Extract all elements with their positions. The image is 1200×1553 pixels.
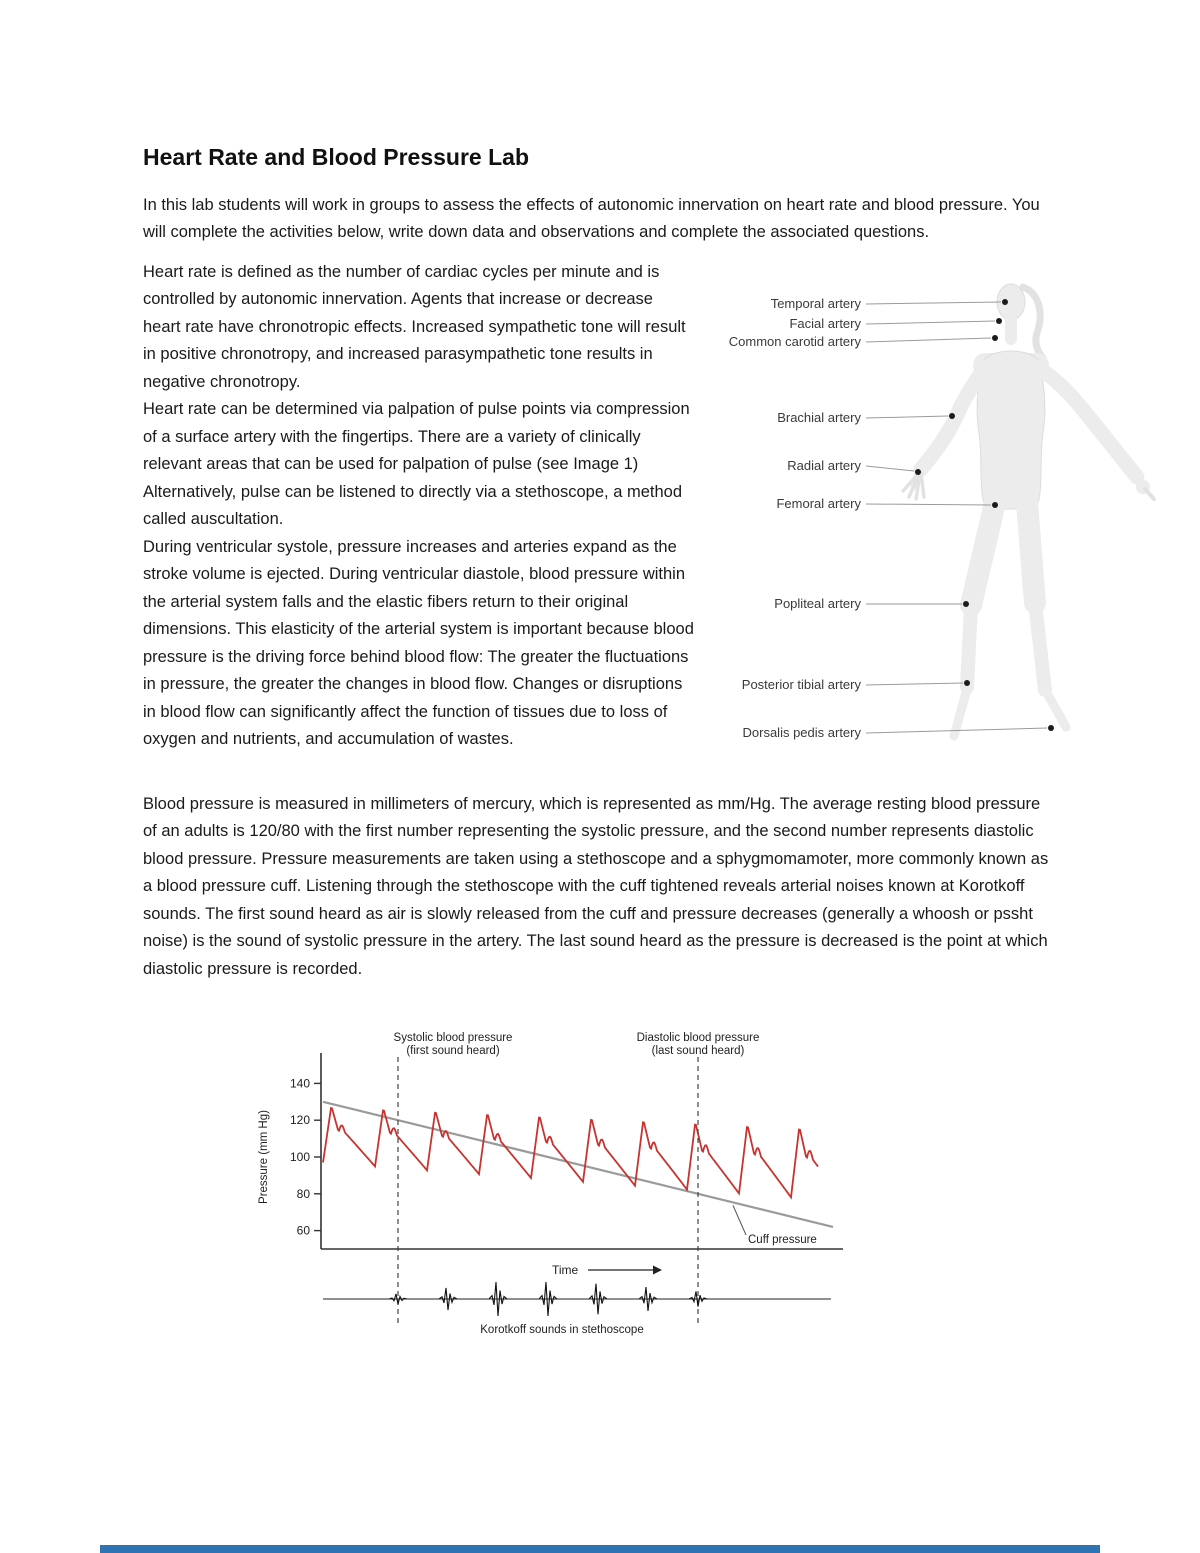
heart-rate-text-column	[143, 259, 695, 754]
label-posterior-tibial-artery: Posterior tibial artery	[741, 676, 861, 692]
y-tick-label: 140	[289, 1076, 310, 1091]
label-femoral-artery: Femoral artery	[776, 495, 861, 511]
leader-line-femoral	[866, 504, 991, 505]
artery-point-popliteal	[963, 601, 969, 607]
heart-rate-paragraph-1: Heart rate is defined as the number of cardiac cycles per minute and is controlled by autonomic innervation. Agents that increase or decrease heart rate have chronotropic effects. Increased sympathetic tone will result in positive chronotropy, and increased parasympathetic tone results in negative chronotropy.	[143, 262, 686, 391]
y-tick-label: 80	[296, 1187, 310, 1202]
korotkoff-label: Korotkoff sounds in stethoscope	[480, 1324, 644, 1337]
cuff-pressure-line	[323, 1102, 833, 1227]
diastolic-annotation-line1: Diastolic blood pressure	[636, 1032, 760, 1045]
right-shin	[1035, 603, 1045, 690]
artery-point-femoral	[992, 502, 998, 508]
label-brachial-artery: Brachial artery	[777, 409, 861, 425]
y-tick-label: 60	[296, 1223, 310, 1238]
y-axis-label: Pressure (mm Hg)	[258, 1110, 270, 1205]
leader-line-carotid	[866, 338, 991, 342]
right-thigh	[1027, 503, 1035, 603]
label-dorsalis-pedis-artery: Dorsalis pedis artery	[742, 724, 861, 740]
leader-line-posterior-tibial	[866, 683, 963, 685]
pulse-points-diagram	[701, 275, 1161, 760]
left-foot	[954, 689, 967, 736]
label-facial-artery: Facial artery	[789, 315, 861, 331]
artery-point-temporal	[1002, 299, 1008, 305]
label-radial-artery: Radial artery	[787, 457, 861, 473]
heart-rate-paragraph-2: Heart rate can be determined via palpation of pulse points via compression of a surface artery with the fingertips. There are a variety of clinically relevant areas that can be used for palpation of pulse (see Image 1) Alternatively, pulse can be listened to directly via a stethoscope, a method called auscultation.	[143, 400, 690, 529]
cuff-label-leader	[733, 1206, 746, 1236]
y-tick-label: 120	[289, 1113, 310, 1128]
cuff-pressure-label: Cuff pressure	[748, 1234, 817, 1247]
artery-point-carotid	[992, 335, 998, 341]
next-page-blue-bar	[100, 1545, 1100, 1553]
blood-pressure-chart-figure	[243, 1031, 1200, 1351]
label-common-carotid-artery: Common carotid artery	[728, 333, 861, 349]
arterial-pulse-line	[323, 1108, 818, 1197]
left-hand-fingers	[903, 473, 924, 499]
left-thigh	[971, 503, 995, 605]
blood-pressure-paragraph: Blood pressure is measured in millimeters of mercury, which is represented as mm/Hg. The average resting blood pressure of an adults is 120/80 with the first number representing the systolic pressure, and the second number represents diastolic blood pressure. Pressure measurements are taken using a stethoscope and a sphygmomamoter, more commonly known as a blood pressure cuff. Listening through the stethoscope with the cuff tightened reveals arterial noises known at Korotkoff sounds. The first sound heard as air is slowly released from the cuff and pressure decreases (generally a whoosh or pssht noise) is the sound of systolic pressure in the artery. The last sound heard as the pressure is decreased is the point at which diastolic pressure is recorded.	[143, 794, 1049, 978]
heart-rate-paragraph-3: During ventricular systole, pressure increases and arteries expand as the stroke volume is ejected. During ventricular diastole, blood pressure within the arterial system falls and the elastic fibers return to their original dimensions. This elasticity of the arterial system is important because blood pressure is the driving force behind blood flow: The greater the fluctuations in pressure, the greater the changes in blood flow. Changes or disruptions in blood flow can significantly affect the function of tissues due to loss of oxygen and nutrients, and accumulation of wastes.	[143, 537, 694, 749]
y-tick-label: 100	[289, 1150, 310, 1165]
pulse-points-figure	[701, 275, 1171, 765]
artery-point-dorsalis-pedis	[1048, 725, 1054, 731]
leader-line-temporal	[866, 302, 1001, 304]
human-body-outline	[903, 284, 1154, 736]
x-axis-label: Time	[552, 1263, 579, 1278]
artery-point-posterior-tibial	[964, 680, 970, 686]
leader-line-radial	[866, 466, 914, 471]
intro-paragraph: In this lab students will work in groups to assess the effects of autonomic innervation on heart rate and blood pressure. You will complete the activities below, write down data and observations and complete the associated questions.	[143, 195, 1040, 242]
right-arm	[1037, 367, 1137, 477]
time-arrow-head	[653, 1266, 662, 1275]
left-shin	[967, 605, 971, 687]
right-hand-fingers	[1145, 489, 1154, 499]
label-temporal-artery: Temporal artery	[770, 295, 861, 311]
right-foot	[1047, 693, 1066, 727]
two-column-section	[143, 259, 1200, 765]
diastolic-annotation-line2: (last sound heard)	[651, 1045, 745, 1058]
artery-point-facial	[996, 318, 1002, 324]
leader-line-facial	[866, 321, 995, 324]
ponytail	[1023, 287, 1043, 358]
blood-pressure-chart	[243, 1031, 883, 1346]
systolic-annotation-line2: (first sound heard)	[406, 1045, 500, 1058]
artery-point-radial	[915, 469, 921, 475]
page-title: Heart Rate and Blood Pressure Lab	[143, 144, 529, 170]
leader-line-brachial	[866, 416, 948, 418]
label-popliteal-artery: Popliteal artery	[774, 595, 861, 611]
artery-point-brachial	[949, 413, 955, 419]
systolic-annotation-line1: Systolic blood pressure	[393, 1032, 513, 1045]
